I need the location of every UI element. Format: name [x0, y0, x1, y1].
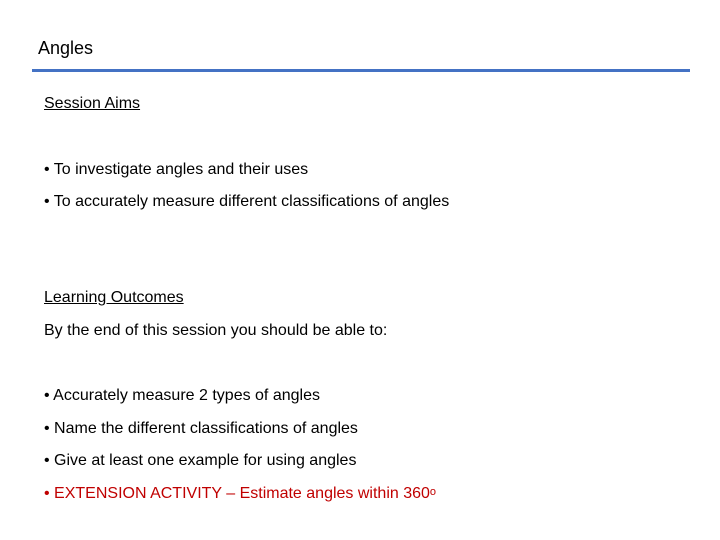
session-aims-heading: Session Aims: [44, 95, 141, 112]
aim-item: • To investigate angles and their uses: [44, 161, 309, 178]
outcome-item: • Name the different classifications of angles: [44, 420, 358, 437]
extension-activity-text: • EXTENSION ACTIVITY – Estimate angles within 360: [44, 485, 430, 502]
title-divider: [32, 69, 690, 72]
extension-activity: [44, 484, 436, 504]
outcome-item: • Accurately measure 2 types of angles: [44, 387, 320, 404]
outcome-item: • Give at least one example for using angles: [44, 452, 357, 469]
degree-superscript: o: [429, 486, 437, 498]
outcomes-intro: By the end of this session you should be able to:: [44, 322, 388, 339]
learning-outcomes-heading: Learning Outcomes: [44, 289, 184, 306]
slide-title: Angles: [38, 38, 94, 58]
aim-item: • To accurately measure different classifications of angles: [44, 193, 450, 210]
